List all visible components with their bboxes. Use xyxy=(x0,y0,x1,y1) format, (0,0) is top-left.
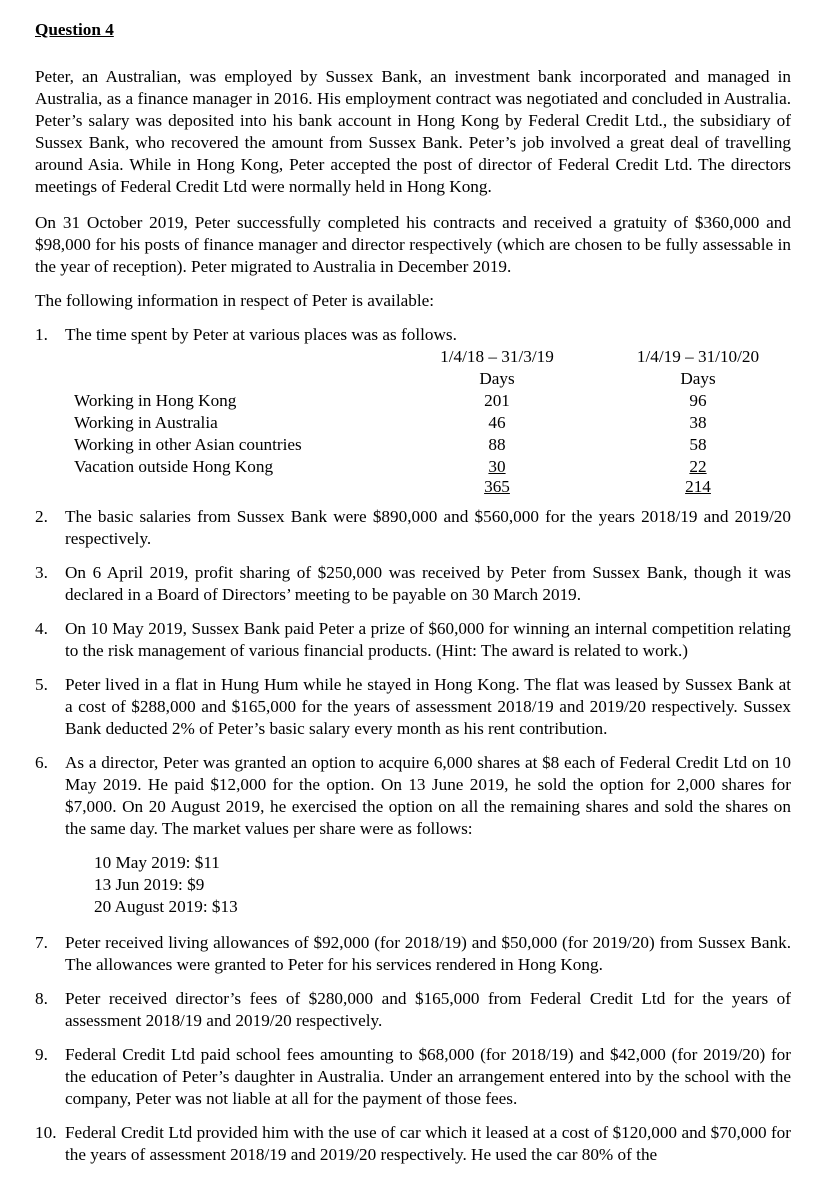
market-values-list xyxy=(94,852,238,918)
underlined-total: 365 xyxy=(484,477,510,496)
list-item-1 xyxy=(35,324,791,346)
list-item-8 xyxy=(35,988,791,1032)
list-item-6 xyxy=(35,752,791,840)
list-item-5 xyxy=(35,674,791,740)
list-item-2 xyxy=(35,506,791,550)
market-value-line: 13 Jun 2019: $9 xyxy=(94,875,205,894)
item-number: 4. xyxy=(35,619,48,638)
list-item-3 xyxy=(35,562,791,606)
list-item-9 xyxy=(35,1044,791,1110)
item-number: 10. xyxy=(35,1123,57,1142)
item-text: Peter lived in a flat in Hung Hum while he stayed in Hong Kong. The flat was leased by Sussex Bank at a cost of $288,000 and $165,000 for the years of assessment 2018/19 and 2019/20 respectively. Sussex Bank deducted 2% of Peter’s basic salary every month as his rent contribution. xyxy=(65,675,791,738)
item-number: 6. xyxy=(35,753,48,772)
market-value-line: 20 August 2019: $13 xyxy=(94,897,238,916)
item-text: The basic salaries from Sussex Bank were $890,000 and $560,000 for the years 2018/19 and 2019/20 respectively. xyxy=(65,507,791,548)
item-number: 5. xyxy=(35,675,48,694)
item-number: 3. xyxy=(35,563,48,582)
column-header-2019-20: 1/4/19 – 31/10/20 xyxy=(636,347,760,366)
cell-other-asian-2019-20: 58 xyxy=(689,435,707,454)
row-label-other-asian: Working in other Asian countries xyxy=(74,435,302,454)
cell-hong-kong-2019-20: 96 xyxy=(689,391,707,410)
row-label-vacation: Vacation outside Hong Kong xyxy=(74,457,274,476)
item-number: 7. xyxy=(35,933,48,952)
total-2019-20 xyxy=(658,476,738,498)
item-text: Federal Credit Ltd paid school fees amounting to $68,000 (for 2018/19) and $42,000 (for 2019/20) for the education of Peter’s daughter in Australia. Under an arrangement entered into by the school with the company, Peter was not liable at all for the payment of those fees. xyxy=(65,1045,791,1108)
list-item-7 xyxy=(35,932,791,976)
question-heading: Question 4 xyxy=(35,20,114,39)
cell-other-asian-2018-19: 88 xyxy=(488,435,506,454)
column-header-2018-19: 1/4/18 – 31/3/19 xyxy=(440,347,554,366)
underlined-value: 22 xyxy=(689,457,707,476)
underlined-total: 214 xyxy=(685,477,711,496)
item-text: Federal Credit Ltd provided him with the use of car which it leased at a cost of $120,000 and $70,000 for the years of assessment 2018/19 and 2019/20 respectively. He used the car 80% of the xyxy=(65,1123,791,1164)
item-number: 8. xyxy=(35,989,48,1008)
item-text: On 10 May 2019, Sussex Bank paid Peter a prize of $60,000 for winning an internal competition relating to the risk management of various financial products. (Hint: The award is related to work.) xyxy=(65,619,791,660)
cell-australia-2018-19: 46 xyxy=(488,413,506,432)
unit-label-2019-20: Days xyxy=(680,369,716,388)
unit-label-2018-19: Days xyxy=(479,369,515,388)
item-text: The time spent by Peter at various places was as follows. xyxy=(65,325,457,344)
underlined-value: 30 xyxy=(488,457,506,476)
cell-vacation-2019-20 xyxy=(658,456,738,478)
intro-paragraph: Peter, an Australian, was employed by Sussex Bank, an investment bank incorporated and managed in Australia, as a finance manager in 2016. His employment contract was negotiated and concluded in Australia. Peter’s salary was deposited into his bank account in Hong Kong by Federal Credit Ltd., the subsidiary of Sussex Bank, who recovered the amount from Sussex Bank. Peter’s job involved a great deal of travelling around Asia. While in Hong Kong, Peter accepted the post of director of Federal Credit Ltd. The directors meetings of Federal Credit Ltd were normally held in Hong Kong. xyxy=(35,67,791,196)
row-label-hong-kong: Working in Hong Kong xyxy=(74,391,237,410)
list-item-10 xyxy=(35,1122,791,1166)
item-text: Peter received living allowances of $92,000 (for 2018/19) and $50,000 (for 2019/20) from Sussex Bank. The allowances were granted to Peter for his services rendered in Hong Kong. xyxy=(65,933,791,974)
market-value-line: 10 May 2019: $11 xyxy=(94,853,220,872)
gratuity-paragraph: On 31 October 2019, Peter successfully completed his contracts and received a gratuity of $360,000 and $98,000 for his posts of finance manager and director respectively (which are chosen to be fully assessable in the year of reception). Peter migrated to Australia in December 2019. xyxy=(35,213,791,276)
item-number: 2. xyxy=(35,507,48,526)
list-item-4 xyxy=(35,618,791,662)
item-number: 1. xyxy=(35,325,48,344)
item-text: As a director, Peter was granted an option to acquire 6,000 shares at $8 each of Federal Credit Ltd on 10 May 2019. He paid $12,000 for the option. On 13 June 2019, he sold the option for 2,000 shares for $7,000. On 20 August 2019, he exercised the option on all the remaining shares and sold the shares on the same day. The market values per share were as follows: xyxy=(65,753,791,838)
item-text: On 6 April 2019, profit sharing of $250,000 was received by Peter from Sussex Bank, though it was declared in a Board of Directors’ meeting to be payable on 30 March 2019. xyxy=(65,563,791,604)
row-label-australia: Working in Australia xyxy=(74,413,218,432)
item-number: 9. xyxy=(35,1045,48,1064)
cell-hong-kong-2018-19: 201 xyxy=(484,391,510,410)
cell-australia-2019-20: 38 xyxy=(689,413,707,432)
total-2018-19 xyxy=(457,476,537,498)
information-lead-in: The following information in respect of Peter is available: xyxy=(35,291,435,310)
item-text: Peter received director’s fees of $280,000 and $165,000 from Federal Credit Ltd for the years of assessment 2018/19 and 2019/20 respectively. xyxy=(65,989,791,1030)
cell-vacation-2018-19 xyxy=(457,456,537,478)
